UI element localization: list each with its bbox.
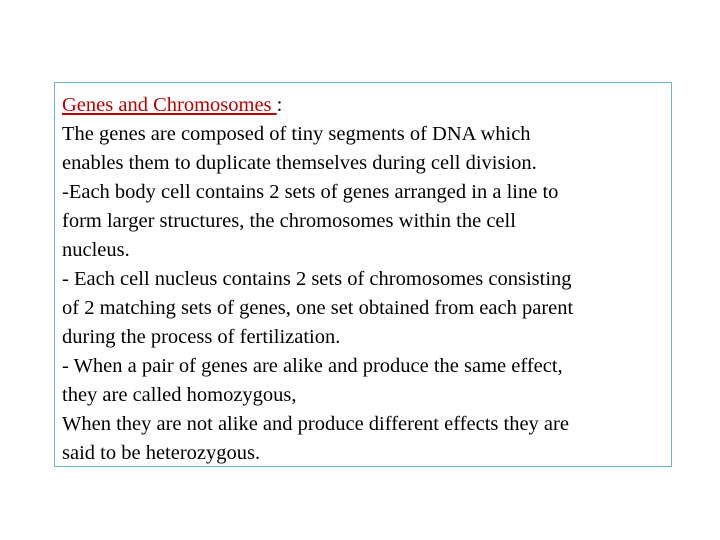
text-line: said to be heterozygous. [62,442,261,464]
text-line: The genes are composed of tiny segments of DNA which [62,123,531,145]
text-line: nucleus. [62,239,130,261]
text-line: of 2 matching sets of genes, one set obtained from each parent [62,297,574,319]
text-line: - Each cell nucleus contains 2 sets of chromosomes consisting [62,268,572,290]
text-line: - When a pair of genes are alike and produce the same effect, [62,355,563,377]
text-line: form larger structures, the chromosomes within the cell [62,210,516,232]
text-line: enables them to duplicate themselves during cell division. [62,152,537,174]
text-line: -Each body cell contains 2 sets of genes arranged in a line to [62,181,559,203]
heading-title: Genes and Chromosomes [62,94,277,116]
text-line: When they are not alike and produce different effects they are [62,413,569,435]
text-box [54,82,672,467]
text-line: during the process of fertilization. [62,326,341,348]
heading-line [62,91,671,120]
heading-colon: : [276,94,283,116]
text-line: they are called homozygous, [62,384,297,406]
